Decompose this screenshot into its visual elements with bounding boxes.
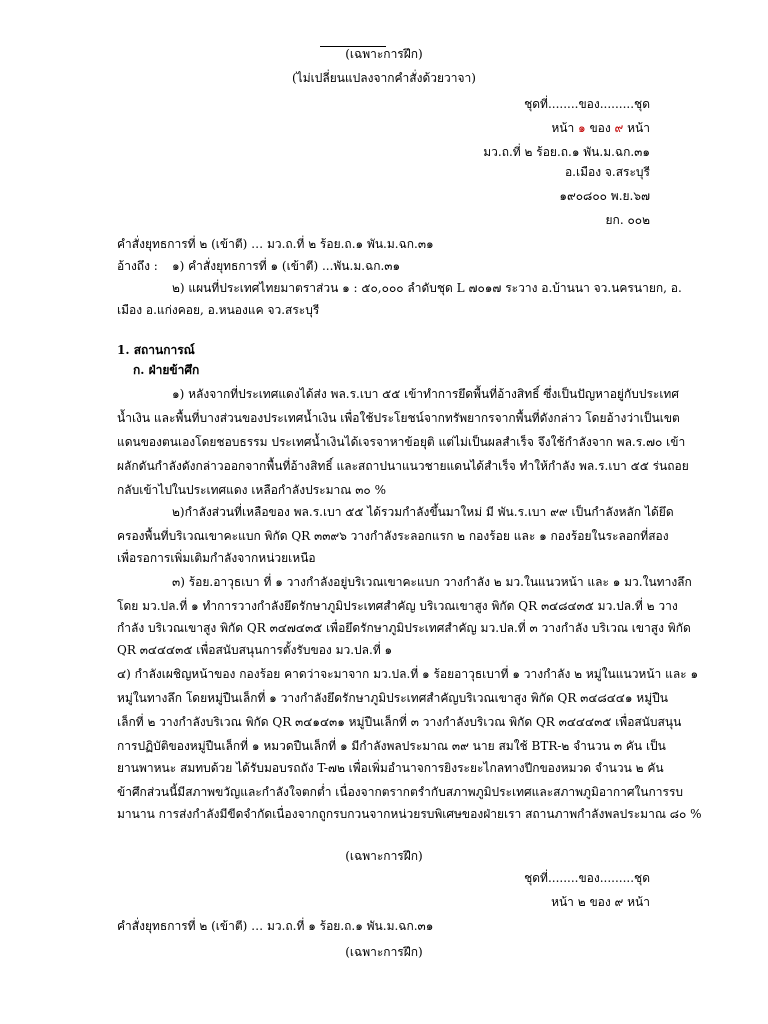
page2-copy-number: ชุดที่........ของ.........ชุด	[524, 871, 650, 885]
page2-page-number: หน้า ๒ ของ ๙ หน้า	[551, 895, 650, 909]
page2-order-title: คำสั่งยุทธการที่ ๒ (เข้าตี) … มว.ถ.ที่ ๑ ร้อย.ถ.๑ พัน.ม.ฉก.๓๑	[117, 919, 434, 933]
para3-line: QR ๓๔๔๔๓๕ เพื่อสนับสนุนการตั้งรับของ มว.ปล.ที่ ๑	[117, 643, 393, 657]
para1-line: น้ำเงิน และพื้นที่บางส่วนของประเทศน้ำเงิน เพื่อใช้ประโยชน์จากทรัพยากรจากพื้นที่ดังกล่าว โดยอ้างว่าเป็นเขต	[117, 411, 680, 425]
para1-line: ผลักดันกำลังดังกล่าวออกจากพื้นที่อ้างสิทธิ์ และสถาปนาแนวชายแดนได้สำเร็จ ทำให้กำลัง พล.ร.เบา ๕๕ ร่นถอย	[117, 459, 689, 473]
reference-item-2-line-2: เมือง อ.แก่งคอย, อ.หนองแค จว.สระบุรี	[117, 303, 320, 317]
classification-top: (เฉพาะการฝึก)	[345, 47, 423, 61]
para1-line: กลับเข้าไปในประเทศแดง เหลือกำลังประมาณ ๓๐ %	[117, 483, 386, 497]
page-total: ๙	[614, 121, 624, 135]
para3-line: กำลัง บริเวณเขาสูง พิกัด QR ๓๔๗๔๓๕ เพื่อยึดรักษาภูมิประเทศสำคัญ มว.ปล.ที่ ๓ วางกำลัง บริเวณ เขาสูง พิกัด	[117, 621, 691, 635]
para4-line: เล็กที่ ๒ วางกำลังบริเวณ พิกัด QR ๓๔๑๔๓๑ หมู่ปืนเล็กที่ ๓ วางกำลังบริเวณ พิกัด QR ๓๔๔๔๓๕ เพื่อสนับสนุน	[117, 715, 682, 729]
para4-line: การปฏิบัติของหมู่ปืนเล็กที่ ๑ หมวดปืนเล็กที่ ๑ มีกำลังพลประมาณ ๓๙ นาย สมใช้ BTR-๒ จำนวน ๓ คัน เป็น	[117, 739, 666, 753]
para4-line: หมู่ในทางลึก โดยหมู่ปืนเล็กที่ ๑ วางกำลังยึดรักษาภูมิประเทศสำคัญบริเวณเขาสูง พิกัด QR ๓๔๘๔๔๑ หมู่ปืน	[117, 691, 668, 705]
issuing-unit: มว.ถ.ที่ ๒ ร้อย.ถ.๑ พัน.ม.ฉก.๓๑	[483, 145, 650, 159]
message-reference: ยก. ๐๐๒	[605, 213, 650, 227]
para2-line: ๒)กำลังส่วนที่เหลือของ พล.ร.เบา ๕๕ ได้รวมกำลังขึ้นมาใหม่ มี พัน.ร.เบา ๙๙ เป็นกำลังหลัก ได้ยึด	[172, 505, 674, 519]
references-label: อ้างถึง :	[117, 259, 158, 273]
page-current: ๑	[578, 121, 586, 135]
issuing-location: อ.เมือง จ.สระบุรี	[564, 165, 650, 179]
verbal-order-note: (ไม่เปลี่ยนแปลงจากคำสั่งด้วยวาจา)	[292, 71, 476, 85]
reference-item-1: ๑) คำสั่งยุทธการที่ ๑ (เข้าตี) ...พัน.ม.ฉก.๓๑	[172, 259, 401, 273]
para4-line: ยานพาหนะ สมทบด้วย ได้รับมอบรถถัง T-๗๒ เพื่อเพิ่มอำนาจการยิงระยะไกลทางปีกของหมวด จำนวน ๒ คัน	[117, 761, 664, 775]
para2-line: ครองพื้นที่บริเวณเขาคะแบก พิกัด QR ๓๓๙๖ วางกำลังระลอกแรก ๒ กองร้อย และ ๑ กองร้อยในระลอกที่สอง	[117, 529, 669, 543]
para1-line: ๑) หลังจากที่ประเทศแดงได้ส่ง พล.ร.เบา ๕๕ เข้าทำการยึดพื้นที่อ้างสิทธิ์ ซึ่งเป็นปัญหาอยู่กับประเทศ	[172, 387, 679, 401]
page2-classification-bottom: (เฉพาะการฝึก)	[345, 945, 423, 959]
date-time-group: ๑๙๐๘๐๐ พ.ย.๖๗	[559, 189, 650, 203]
section-heading-situation: 1. สถานการณ์	[117, 343, 195, 357]
para4-line: ข้าศึกส่วนนี้มีสภาพขวัญและกำลังใจตกต่ำ เนื่องจากตรากตรำกับสภาพภูมิประเทศและสภาพภูมิอากาศในการรบ	[117, 785, 684, 799]
copy-number: ชุดที่........ของ.........ชุด	[524, 97, 650, 111]
para2-line: เพื่อรอการเพิ่มเติมกำลังจากหน่วยเหนือ	[117, 551, 316, 565]
reference-item-2-line-1: ๒) แผนที่ประเทศไทยมาตราส่วน ๑ : ๕๐,๐๐๐ ลำดับชุด L ๗๐๑๗ ระวาง อ.บ้านนา จว.นครนายก, อ.	[172, 281, 682, 295]
para4-line: ๔) กำลังเผชิญหน้าของ กองร้อย คาดว่าจะมาจาก มว.ปล.ที่ ๑ ร้อยอาวุธเบาที่ ๑ วางกำลัง ๒ หมู่ในแนวหน้า และ ๑	[117, 667, 699, 681]
page-number: หน้า ๑ ของ ๙ หน้า	[551, 121, 650, 135]
para1-line: แดนของตนเองโดยชอบธรรม ประเทศน้ำเงินได้เจรจาหาข้อยุติ แต่ไม่เป็นผลสำเร็จ จึงใช้กำลังจาก พล.ร.๗๐ เข้า	[117, 435, 686, 449]
para3-line: ๓) ร้อย.อาวุธเบา ที่ ๑ วางกำลังอยู่บริเวณเขาคะแบก วางกำลัง ๒ มว.ในแนวหน้า และ ๑ มว.ในทางลึก	[172, 575, 692, 589]
subsection-heading-enemy: ก. ฝ่ายข้าศึก	[133, 363, 200, 377]
order-title: คำสั่งยุทธการที่ ๒ (เข้าตี) … มว.ถ.ที่ ๒ ร้อย.ถ.๑ พัน.ม.ฉก.๓๑	[117, 237, 434, 251]
para4-line: มานาน การส่งกำลังมีขีดจำกัดเนื่องจากถูกรบกวนจากหน่วยรบพิเศษของฝ่ายเรา สถานภาพกำลังพลประมาณ ๘๐ %	[117, 807, 702, 821]
page2-classification-top: (เฉพาะการฝึก)	[345, 849, 423, 863]
para3-line: โดย มว.ปล.ที่ ๑ ทำการวางกำลังยึดรักษาภูมิประเทศสำคัญ บริเวณเขาสูง พิกัด QR ๓๔๘๔๓๕ มว.ปล.ที่ ๒ วาง	[117, 599, 678, 613]
